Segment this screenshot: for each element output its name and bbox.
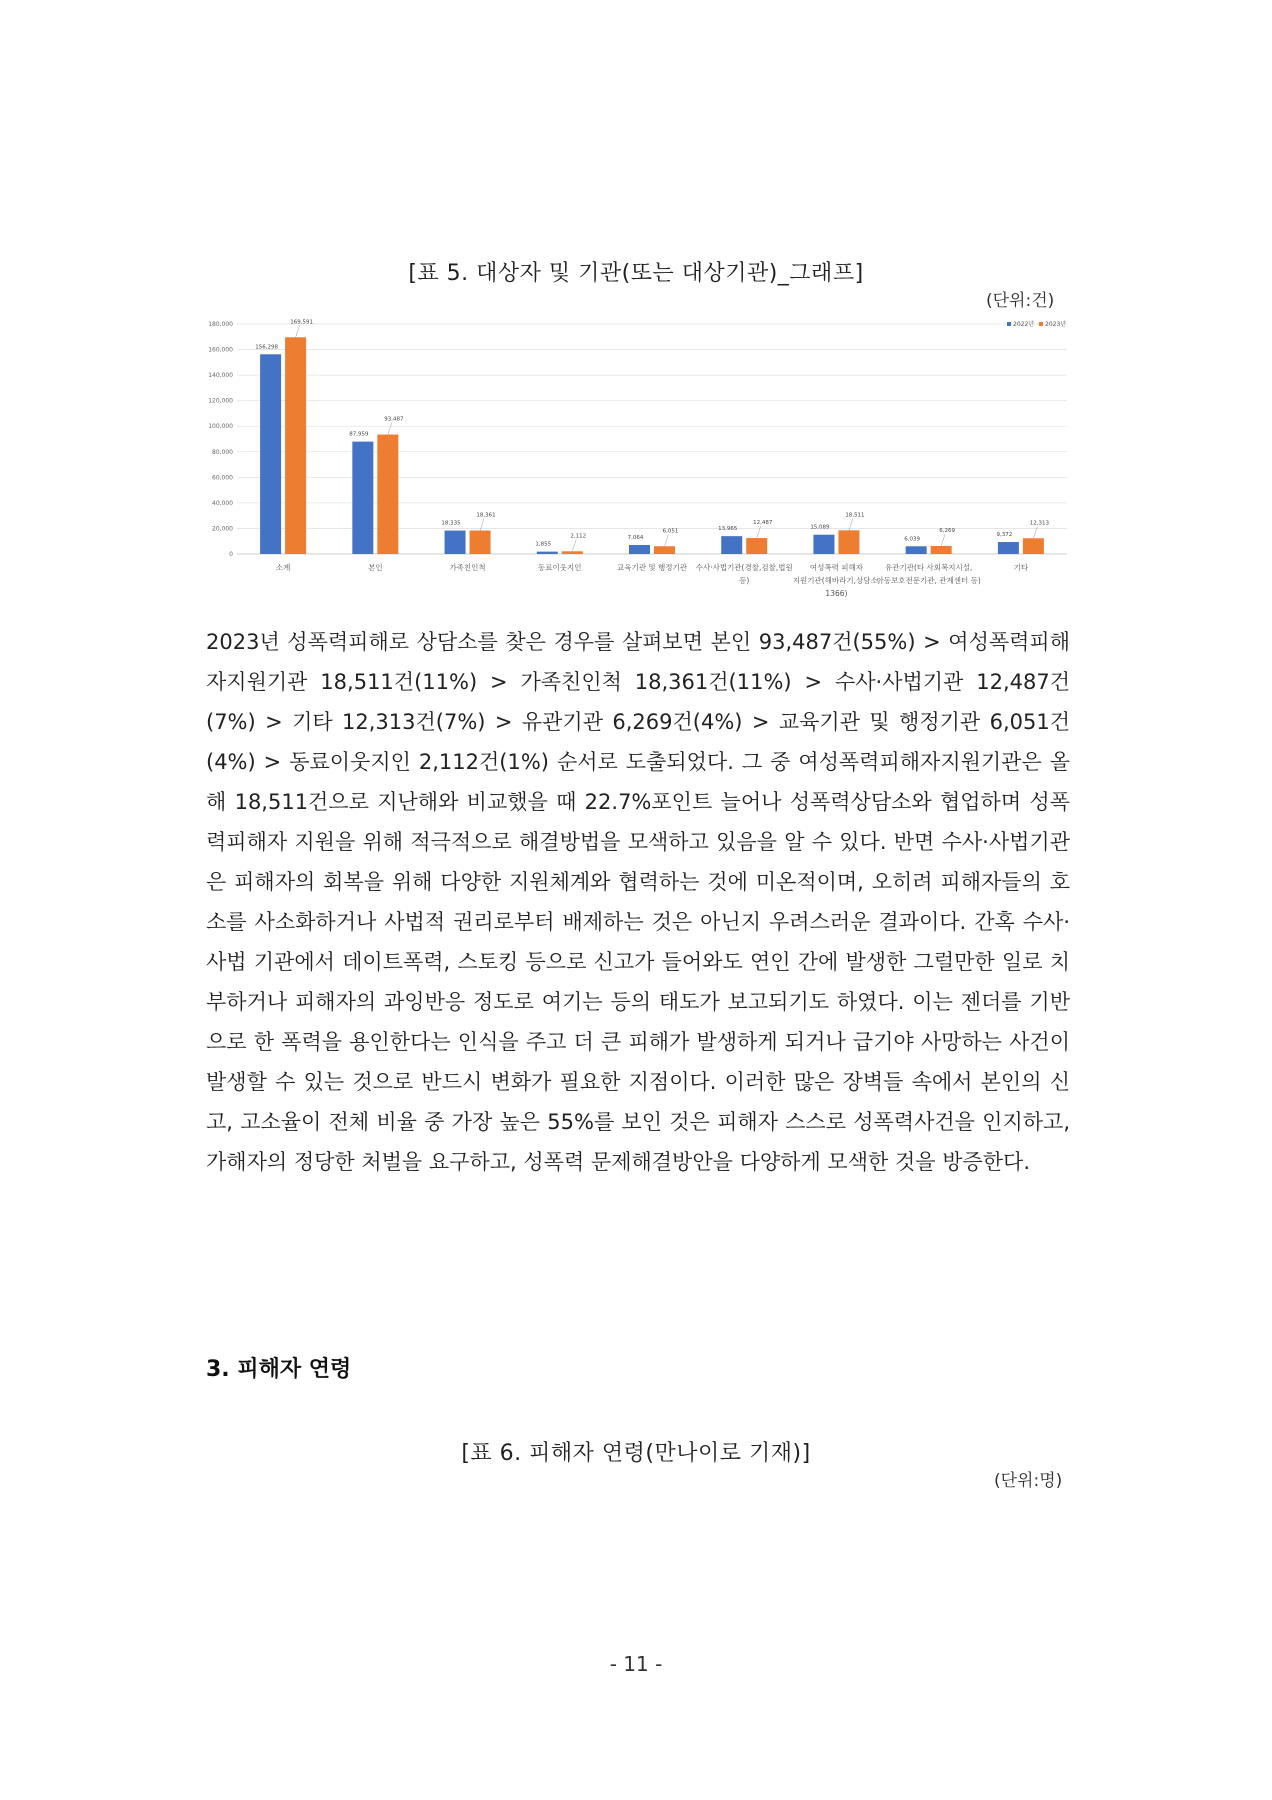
data-label: 87,959: [349, 431, 369, 438]
category-label: 가족친인척: [449, 563, 486, 572]
legend-swatch: [1039, 322, 1043, 326]
bar-2023: [470, 531, 491, 554]
section-title: 3. 피해자 연령: [206, 1357, 352, 1382]
data-label: 18,361: [476, 512, 496, 519]
bar-2023: [746, 538, 767, 554]
category-label: 동료이웃지인: [538, 563, 582, 572]
category-label: 지원기관(해바라기,상담소,: [792, 576, 881, 585]
category-label: 수사·사법기관(경찰,검찰,법원: [695, 563, 793, 572]
data-label: 1,855: [535, 541, 552, 548]
data-label: 93,487: [384, 416, 404, 423]
bar-2022: [352, 442, 373, 554]
data-label: 9,372: [996, 532, 1013, 539]
bar-2022: [721, 536, 742, 554]
leader-line: [941, 534, 945, 546]
data-label: 6,051: [662, 528, 679, 535]
bar-2022: [445, 531, 466, 554]
legend-label: 2022년: [1013, 321, 1035, 328]
table5-caption: [표 5. 대상자 및 기관(또는 대상기관)_그래프]: [408, 261, 864, 286]
legend-label: 2023년: [1045, 321, 1067, 328]
category-label: 아동보호전문기관, 관계센터 등): [876, 576, 981, 585]
bar-2022: [813, 535, 834, 554]
data-label: 169,591: [290, 319, 313, 326]
bar-2022: [906, 546, 927, 554]
bar-2022: [998, 542, 1019, 554]
category-label: 소계: [275, 563, 291, 572]
table6-unit: (단위:명): [994, 1471, 1063, 1491]
bar-2023: [931, 546, 952, 554]
category-label: 유관기관(타 사회복지시설,: [884, 563, 973, 572]
category-label: 본인: [368, 563, 383, 572]
category-label: 여성폭력 피해자: [809, 563, 863, 572]
category-label: 등): [739, 576, 750, 585]
data-label: 12,487: [753, 520, 773, 527]
table5-unit: (단위:건): [986, 291, 1055, 311]
data-label: 15,089: [810, 524, 830, 531]
data-label: 156,298: [255, 344, 278, 351]
y-tick-label: 160,000: [208, 346, 233, 354]
leader-line: [572, 539, 576, 551]
y-tick-label: 0: [229, 551, 233, 558]
data-label: 18,511: [845, 512, 865, 519]
bar-2022: [629, 545, 650, 554]
bar-chart-svg: [205, 310, 1075, 610]
leader-line: [388, 423, 392, 435]
category-label: 기타: [1013, 563, 1029, 572]
bar-2023: [377, 435, 398, 554]
y-tick-label: 100,000: [208, 423, 233, 431]
page-number: - 11 -: [609, 1652, 663, 1676]
data-label: 18,335: [441, 520, 461, 527]
y-tick-label: 120,000: [208, 397, 233, 405]
leader-line: [296, 325, 300, 337]
category-label: 1366): [825, 589, 848, 598]
table6-caption: [표 6. 피해자 연령(만나이로 기재)]: [461, 1441, 811, 1466]
bar-2022: [537, 552, 558, 554]
bar-2023: [562, 551, 583, 554]
data-label: 2,112: [570, 533, 587, 540]
bar-2023: [1023, 538, 1044, 554]
bar-2023: [285, 337, 306, 554]
body-paragraph: 2023년 성폭력피해로 상담소를 찾은 경우를 살펴보면 본인 93,487건(55%) > 여성폭력피해자지원기관 18,511건(11%) > 가족친인척 18,361건(11%) > 수사·사법기관 12,487건(7%) > 기타 12,313건(7%) > 유관기관 6,269건(4%) > 교육기관 및 행정기관 6,051건(4%) > 동료이웃지인 2,112건(1%) 순서로 도출되었다. 그 중 여성폭력피해자지원기관은 올해 18,511건으로 지난해와 비교했을 때 22.7%포인트 늘어나 성폭력상담소와 협업하며 성폭력피해자 지원을 위해 적극적으로 해결방법을 모색하고 있음을 알 수 있다. 반면 수사·사법기관은 피해자의 회복을 위해 다양한 지원체계와 협력하는 것에 미온적이며, 오히려 피해자들의 호소를 사소화하거나 사법적 권리로부터 배제하는 것은 아닌지 우려스러운 결과이다. 간혹 수사·사법 기관에서 데이트폭력, 스토킹 등으로 신고가 들어와도 연인 간에 발생한 그럴만한 일로 치부하거나 피해자의 과잉반응 정도로 여기는 등의 태도가 보고되기도 하였다. 이는 젠더를 기반으로 한 폭력을 용인한다는 인식을 주고 더 큰 피해가 발생하게 되거나 급기야 사망하는 사건이 발생할 수 있는 것으로 반드시 변화가 필요한 지점이다. 이러한 많은 장벽들 속에서 본인의 신고, 고소율이 전체 비율 중 가장 높은 55%를 보인 것은 피해자 스스로 성폭력사건을 인지하고, 가해자의 정당한 처벌을 요구하고, 성폭력 문제해결방안을 다양하게 모색한 것을 방증한다.: [206, 630, 1070, 1174]
y-tick-label: 20,000: [212, 525, 233, 533]
y-tick-label: 60,000: [212, 474, 233, 482]
bar-2023: [654, 546, 675, 554]
y-tick-label: 40,000: [212, 499, 233, 507]
category-label: 교육기관 및 행정기관: [617, 563, 687, 572]
legend-swatch: [1007, 322, 1011, 326]
bar-2022: [260, 354, 281, 554]
data-label: 6,039: [904, 536, 921, 543]
data-label: 7,064: [627, 534, 644, 541]
data-label: 13,965: [718, 526, 738, 533]
y-tick-label: 80,000: [212, 448, 233, 456]
bar-2023: [838, 530, 859, 554]
leader-line: [757, 526, 761, 538]
data-label: 12,313: [1029, 520, 1050, 527]
y-tick-label: 180,000: [208, 321, 233, 328]
data-label: 6,269: [939, 527, 956, 534]
bar-chart: [205, 310, 1075, 610]
y-tick-label: 140,000: [208, 372, 233, 380]
leader-line: [665, 534, 669, 546]
